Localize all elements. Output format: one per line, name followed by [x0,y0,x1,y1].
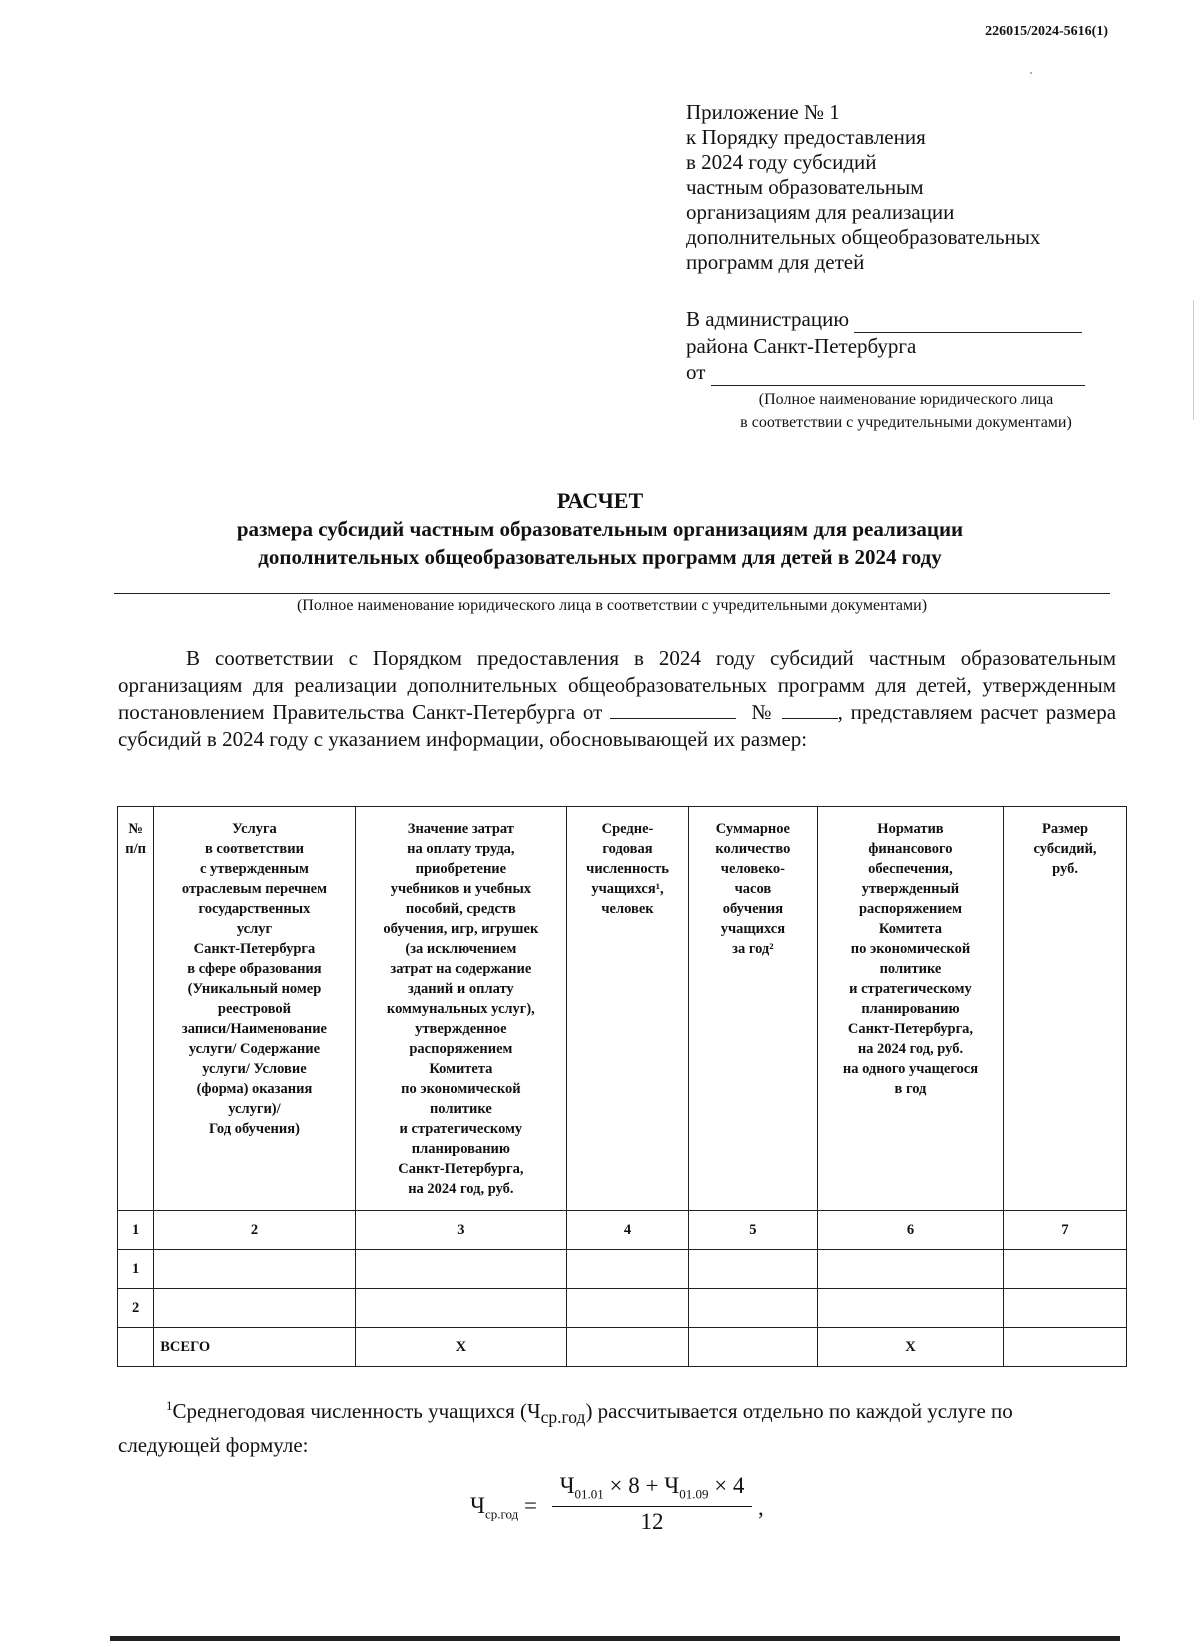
appendix-line: программ для детей [686,250,865,274]
column-number: 3 [355,1211,566,1250]
table-cell [154,1250,355,1289]
formula-tail: , [758,1495,764,1520]
table-row [118,1289,1127,1328]
district-blank [854,306,1082,333]
formula-fraction [552,1473,752,1535]
address-to: В администрацию [686,307,850,331]
table-cell: Х [355,1328,566,1367]
table-cell [688,1250,817,1289]
column-number: 1 [118,1211,154,1250]
table-header-row [118,807,1127,1211]
document-title [110,487,1090,571]
table-cell: 1 [118,1250,154,1289]
appendix-line: в 2024 году субсидий [686,150,877,174]
title-line: размера субсидий частным образовательным организациям для реализации [236,517,964,541]
title-main: РАСЧЕТ [556,488,644,513]
table-cell: 2 [118,1289,154,1328]
address-from: от [686,360,706,384]
address-hint: (Полное наименование юридического лица в соответствии с учредительными документами) [740,391,1072,431]
org-name-blank [711,359,1085,386]
column-number: 6 [817,1211,1003,1250]
header-cell: Размер субсидий, руб. [1004,807,1127,1211]
table-cell [355,1289,566,1328]
total-label: ВСЕГО [154,1328,355,1367]
address-block [686,306,1085,386]
table-cell [355,1250,566,1289]
header-cell: Средне- годовая численность учащихся¹, человек [567,807,689,1211]
org-name-hint: (Полное наименование юридического лица в соответствии с учредительными документами) [296,597,928,614]
appendix-line: к Порядку предоставления [686,125,926,149]
table-cell [118,1328,154,1367]
date-blank [610,700,736,719]
column-number: 5 [688,1211,817,1250]
header-cell: Суммарное количество человеко- часов обучения учащихся за год² [688,807,817,1211]
footnote-mark: 1 [166,1398,173,1413]
header-cell: Норматив финансового обеспечения, утвержденный распоряжением Комитета по экономической политике и стратегическому планированию Санкт-Петербурга, на 2024 год, руб. на одного учащегося в год [817,807,1003,1211]
header-cell: № п/п [118,807,154,1211]
number-blank [782,700,838,719]
table-cell [817,1250,1003,1289]
table-cell [567,1328,689,1367]
address-district: района Санкт-Петербурга [686,334,917,358]
formula-numerator: $Ч_{01.01} \times 8 + Ч_{01.09} \times 4$ [552,1473,752,1507]
table-total-row [118,1328,1127,1367]
appendix-line: частным образовательным [686,175,924,199]
table-cell [688,1289,817,1328]
appendix-block [686,100,1040,275]
appendix-line: организациям для реализации [686,200,955,224]
table-cell [688,1328,817,1367]
column-number-row [118,1211,1127,1250]
table-cell [1004,1289,1127,1328]
table-row [118,1250,1127,1289]
table-cell [154,1289,355,1328]
scan-artifact [1193,300,1194,420]
title-line: дополнительных общеобразовательных программ для детей в 2024 году [258,545,942,569]
intro-paragraph: В соответствии с Порядком предоставления в 2024 году субсидий частным образовательным организациям для реализации дополнительных общеобразовательных программ для детей, утвержденным постановлением Правительства Санкт-Петербурга от № , представляем расчет размера субсидий в 2024 году с указанием информации, обосновывающей их размер: [118,646,1117,751]
formula-denominator: 12 [640,1508,664,1534]
table-cell [567,1250,689,1289]
formula-lhs: $Ч_{ср.год}$ = [470,1493,537,1522]
table-cell [1004,1328,1127,1367]
page-bottom-edge [110,1636,1120,1641]
table-cell [567,1289,689,1328]
table-cell: Х [817,1328,1003,1367]
calculation-table [117,806,1127,1367]
column-number: 7 [1004,1211,1127,1250]
header-cell: Значение затрат на оплату труда, приобретение учебников и учебных пособий, средств обучения, игр, игрушек (за исключением затрат на содержание зданий и оплату коммунальных услуг), утвержденное распоряжением Комитета по экономической политике и стратегическому планированию Санкт-Петербурга, на 2024 год, руб. [355,807,566,1211]
org-name-line [114,593,1110,594]
appendix-line: Приложение № 1 [686,100,840,124]
appendix-line: дополнительных общеобразовательных [686,225,1041,249]
document-number: 226015/2024-5616(1) [985,24,1108,39]
table-cell [817,1289,1003,1328]
table-cell [1004,1250,1127,1289]
header-cell: Услуга в соответствии с утвержденным отраслевым перечнем государственных услуг Санкт-Петербурга в сфере образования (Уникальный номер реестровой записи/Наименование услуги/ Содержание услуги/ Условие (форма) оказания услуги)/ Год обучения) [154,807,355,1211]
footnote: $^1$Среднегодовая численность учащихся $(Ч_{ср.год})$ рассчитывается отдельно по каждой услуге по следующей формуле: [118,1398,1013,1458]
scan-artifact [1030,72,1032,74]
column-number: 4 [567,1211,689,1250]
column-number: 2 [154,1211,355,1250]
